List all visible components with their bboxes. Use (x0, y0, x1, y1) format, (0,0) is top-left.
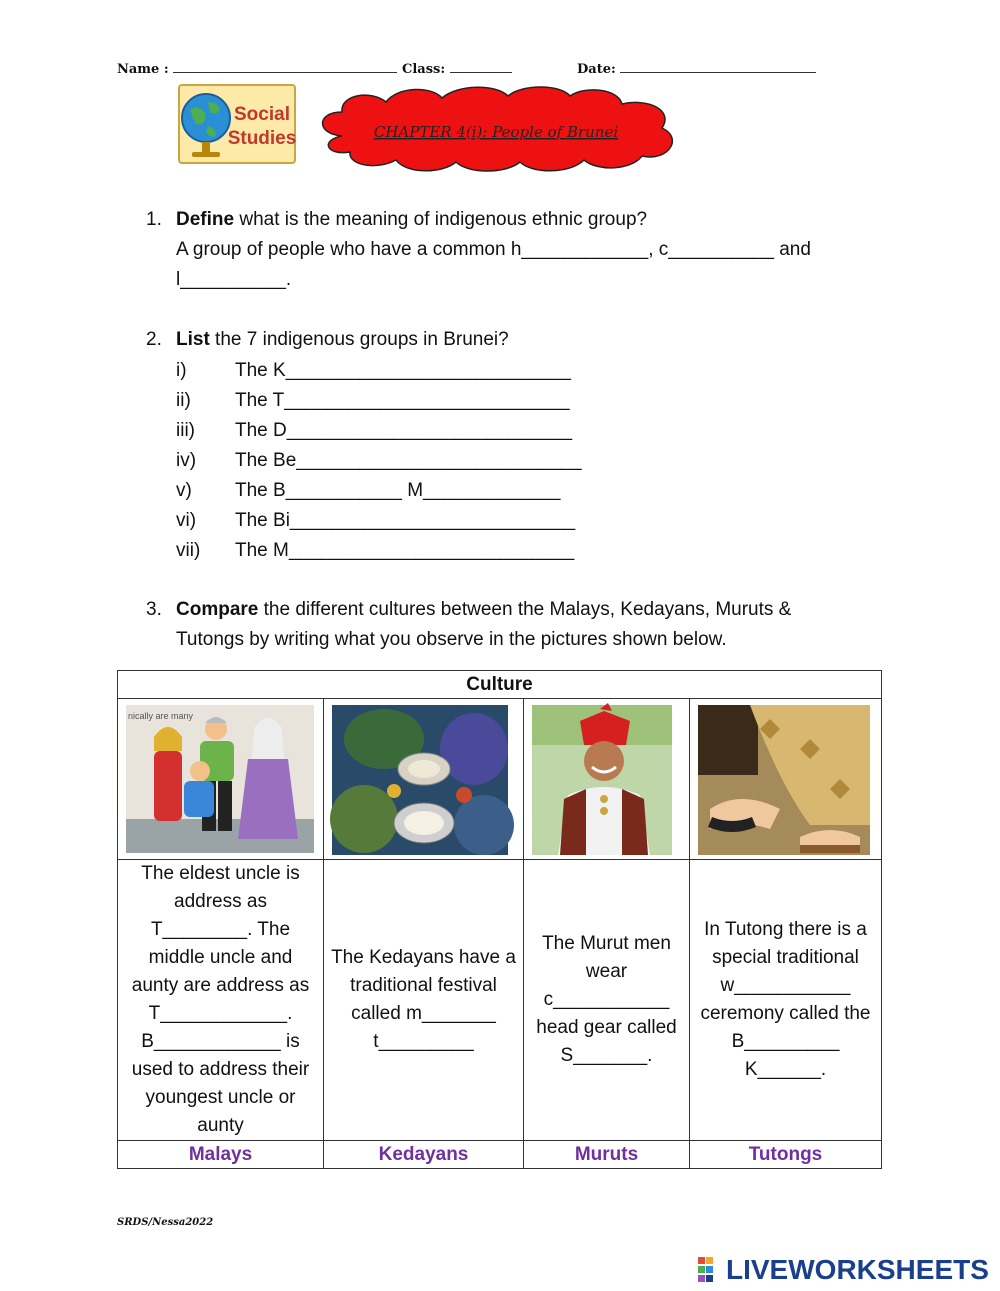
q1-number: 1. (146, 209, 162, 230)
group-label-tutongs: Tutongs (690, 1141, 882, 1169)
question-3 (146, 595, 906, 655)
culture-table (117, 670, 882, 1169)
liveworksheets-brand (698, 1254, 989, 1286)
name-field (117, 60, 397, 77)
table-title: Culture (118, 671, 882, 699)
group-label-muruts: Muruts (524, 1141, 690, 1169)
footer-credit: SRDS/Nessa2022 (117, 1217, 214, 1228)
date-field (577, 60, 816, 77)
q1-keyword: Define (176, 209, 235, 230)
tutongs-image (690, 699, 882, 860)
class-field (402, 60, 512, 77)
date-blank[interactable] (620, 60, 816, 73)
social-studies-logo (178, 84, 296, 164)
svg-text:nically are many: nically are many (128, 711, 194, 721)
liveworksheets-logo-icon (698, 1257, 722, 1283)
q2-keyword: List (176, 329, 210, 350)
date-label: Date: (577, 62, 616, 77)
q1-text: what is the meaning of indigenous ethnic group? (234, 209, 648, 230)
group-label-malays: Malays (118, 1141, 324, 1169)
q3-keyword: Compare (176, 599, 259, 620)
group-label-kedayans: Kedayans (324, 1141, 524, 1169)
tutongs-description[interactable]: In Tutong there is a special traditional w___________ ceremony called the B_________ K______. (690, 860, 882, 1141)
class-label: Class: (402, 62, 446, 77)
q2-text: the 7 indigenous groups in Brunei? (209, 329, 509, 350)
q1-answer-line1[interactable]: A group of people who have a common h____________, c__________ and (176, 239, 811, 260)
svg-text:Social: Social (234, 104, 290, 125)
muruts-image (524, 699, 690, 860)
chapter-title-cloud (312, 84, 688, 174)
globe-icon (182, 94, 230, 142)
malays-description[interactable]: The eldest uncle is address as T________. The middle uncle and aunty are address as T____________. B____________ is used to address their youngest uncle or aunty (118, 860, 324, 1141)
kedayans-description[interactable]: The Kedayans have a traditional festival called m_______ t_________ (324, 860, 524, 1141)
q3-text: the different cultures between the Malays, Kedayans, Muruts & (258, 599, 792, 620)
brand-name: LIVEWORKSHEETS (726, 1254, 989, 1285)
q3-text-line2: Tutongs by writing what you observe in the pictures shown below. (176, 629, 727, 650)
question-2 (146, 325, 906, 355)
q1-answer-line2[interactable]: l__________. (176, 269, 292, 290)
muruts-description[interactable]: The Murut men wear c___________ head gear called S_______. (524, 860, 690, 1141)
svg-text:Studies: Studies (227, 128, 296, 149)
class-blank[interactable] (450, 60, 512, 73)
q3-number: 3. (146, 599, 162, 620)
name-label: Name : (117, 62, 169, 77)
chapter-title: CHAPTER 4(i): People of Brunei (373, 123, 619, 141)
kedayans-image (324, 699, 524, 860)
malays-image (118, 699, 324, 860)
name-blank[interactable] (173, 60, 397, 73)
q2-number: 2. (146, 329, 162, 350)
question-1 (146, 205, 906, 297)
